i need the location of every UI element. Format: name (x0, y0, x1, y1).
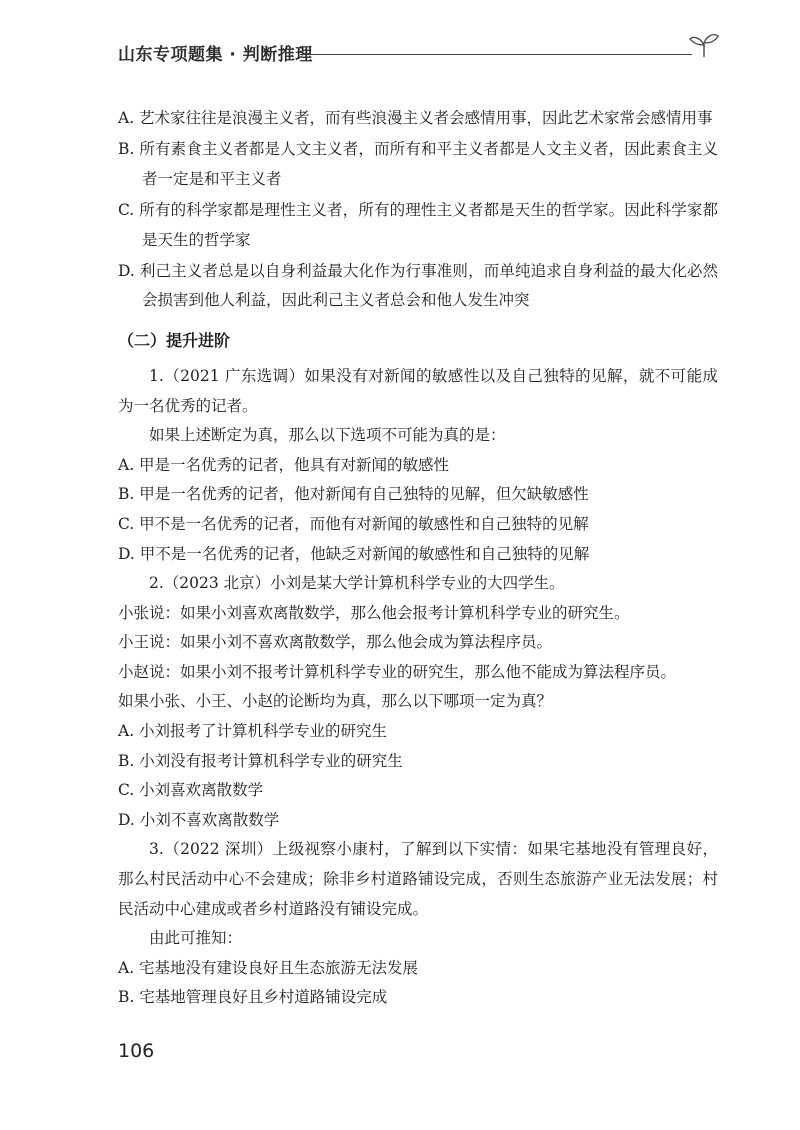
question-3 (118, 835, 718, 1013)
page-content (118, 104, 718, 1013)
statement-xiaowang: 小王说：如果小刘不喜欢离散数学，那么他会成为算法程序员。 (118, 633, 553, 652)
running-header-title: 山东专项题集 · 判断推理 (118, 45, 313, 65)
question-stem: 2.（2023 北京）小刘是某大学计算机科学专业的大四学生。 (149, 574, 565, 593)
question-prompt: 如果小张、小王、小赵的论断均为真，那么以下哪项一定为真？ (118, 692, 553, 711)
option-b: B. 甲是一名优秀的记者，他对新闻有自己独特的见解，但欠缺敏感性 (118, 485, 589, 504)
option-c: C. 小刘喜欢离散数学 (118, 781, 264, 800)
intro-options (118, 104, 718, 316)
question-1 (118, 362, 718, 569)
option-d: D. 利己主义者总是以自身利益最大化作为行事准则，而单纯追求自身利益的最大化必然会损害到他人利益，因此利己主义者总会和他人发生冲突 (118, 261, 718, 310)
header-rule (300, 54, 692, 55)
question-prompt: 如果上述断定为真，那么以下选项不可能为真的是： (149, 426, 506, 445)
question-stem: 1.（2021 广东选调）如果没有对新闻的敏感性以及自己独特的见解，就不可能成为一名优秀的记者。 (118, 366, 718, 415)
page-number: 106 (118, 1040, 155, 1062)
question-prompt: 由此可推知： (149, 929, 243, 948)
option-b: B. 小刘没有报考计算机科学专业的研究生 (118, 751, 403, 770)
option-a: A. 宅基地没有建设良好且生态旅游无法发展 (118, 958, 419, 977)
section-heading: （二）提升进阶 (118, 330, 231, 350)
option-d: D. 小刘不喜欢离散数学 (118, 810, 280, 829)
option-b: B. 所有素食主义者都是人文主义者，而所有和平主义者都是人文主义者，因此素食主义者一定是和平主义者 (118, 140, 718, 188)
option-c: C. 所有的科学家都是理性主义者，所有的理性主义者都是天生的哲学家。因此科学家都是天生的哲学家 (118, 200, 718, 249)
option-b: B. 宅基地管理良好且乡村道路铺设完成 (118, 988, 388, 1007)
option-d: D. 甲不是一名优秀的记者，他缺乏对新闻的敏感性和自己独特的见解 (118, 544, 590, 563)
question-2 (118, 569, 718, 835)
statement-xiaozhang: 小张说：如果小刘喜欢离散数学，那么他会报考计算机科学专业的研究生。 (118, 603, 630, 622)
option-a: A. 甲是一名优秀的记者，他具有对新闻的敏感性 (118, 455, 450, 474)
sprout-icon (688, 30, 720, 58)
question-stem: 3.（2022 深圳）上级视察小康村，了解到以下实情：如果宅基地没有管理良好，那么村民活动中心不会建成；除非乡村道路铺设完成，否则生态旅游产业无法发展；村民活动中心建成或者乡村道路没有铺设完成。 (118, 840, 718, 918)
option-a: A. 小刘报考了计算机科学专业的研究生 (118, 722, 388, 741)
statement-xiaozhao: 小赵说：如果小刘不报考计算机科学专业的研究生，那么他不能成为算法程序员。 (118, 662, 677, 681)
option-a: A. 艺术家往往是浪漫主义者，而有些浪漫主义者会感情用事，因此艺术家常会感情用事 (118, 109, 713, 127)
option-c: C. 甲不是一名优秀的记者，而他有对新闻的敏感性和自己独特的见解 (118, 514, 589, 533)
